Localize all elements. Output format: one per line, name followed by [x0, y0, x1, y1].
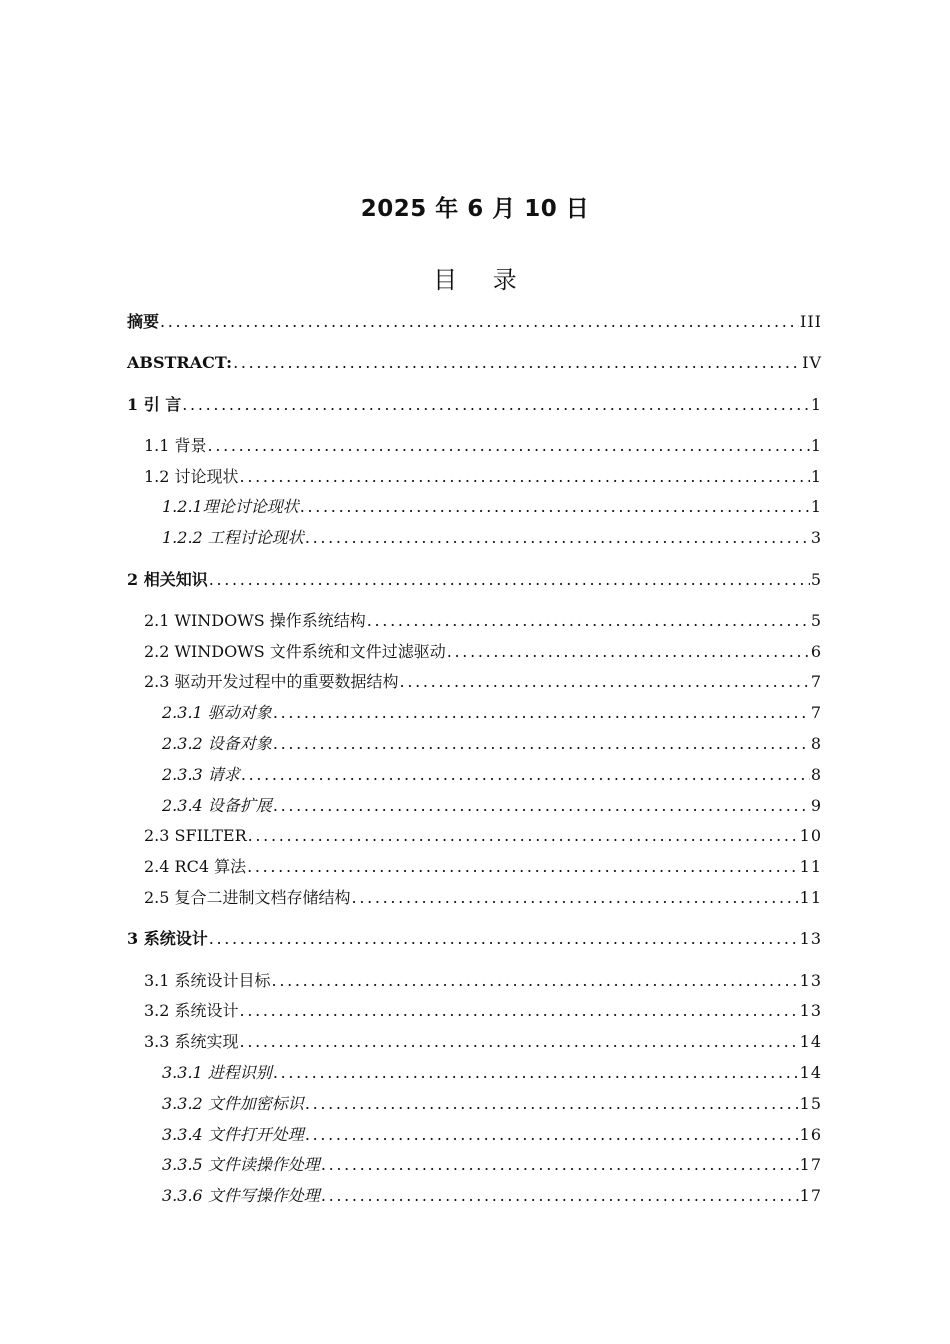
toc-entry[interactable] [127, 821, 822, 852]
toc-entry-page: 5 [810, 610, 822, 630]
toc-leader-dots [248, 821, 799, 852]
toc-entry-page: 15 [799, 1093, 822, 1113]
toc-entry[interactable] [127, 760, 822, 791]
toc-entry-page: 14 [799, 1032, 822, 1052]
toc-leader-dots [182, 390, 810, 421]
toc-entry-page: 14 [799, 1063, 822, 1083]
toc-entry-page: 8 [810, 734, 822, 754]
toc-leader-dots [321, 1181, 799, 1212]
toc-entry[interactable] [127, 852, 822, 883]
toc-entry[interactable] [127, 462, 822, 493]
toc-entry-page: 17 [799, 1155, 822, 1175]
toc-entry-page: 7 [810, 672, 822, 692]
toc-entry-label: 2.3.4 设备扩展 [162, 795, 272, 815]
toc-entry-page: 1 [810, 466, 822, 486]
toc-entry-label: 3 系统设计 [127, 929, 208, 949]
toc-entry-page: 6 [810, 641, 822, 661]
toc-entry-page: 1 [810, 497, 822, 517]
toc-entry-page: 13 [799, 1001, 822, 1021]
toc-entry-label: 2.1 WINDOWS 操作系统结构 [144, 610, 366, 630]
toc-entry[interactable] [127, 1120, 822, 1151]
toc-leader-dots [240, 1027, 799, 1058]
toc-entry-label: 2.3.2 设备对象 [162, 734, 272, 754]
toc-entry[interactable] [127, 966, 822, 997]
toc-entry[interactable] [127, 1058, 822, 1089]
toc-entry[interactable] [127, 307, 822, 338]
toc-entry[interactable] [127, 883, 822, 914]
toc-leader-dots [447, 637, 810, 668]
toc-entry-label: 1 引 言 [127, 394, 182, 414]
toc-entry-page: III [800, 312, 822, 331]
toc-leader-dots [240, 462, 810, 493]
toc-entry-label: 1.2 讨论现状 [144, 466, 239, 486]
toc-leader-dots [209, 565, 810, 596]
toc-entry-label: 2.2 WINDOWS 文件系统和文件过滤驱动 [144, 641, 446, 661]
toc-entry-label: 2.3.3 请求 [162, 764, 240, 784]
toc-entry-label: 1.2.2 工程讨论现状 [162, 528, 304, 548]
toc-entry-page: 16 [799, 1124, 822, 1144]
toc-entry[interactable] [127, 996, 822, 1027]
toc-leader-dots [305, 1089, 799, 1120]
toc-entry[interactable] [127, 565, 822, 596]
toc-entry-page: 13 [799, 970, 822, 990]
toc-entry[interactable] [127, 606, 822, 637]
toc-leader-dots [160, 307, 799, 338]
toc-entry-page: 5 [810, 569, 822, 589]
toc-entry-page: 1 [810, 435, 822, 455]
toc-entry-label: 1.2.1理论讨论现状 [162, 497, 299, 517]
toc-entry-page: 10 [799, 826, 822, 846]
toc-entry[interactable] [127, 729, 822, 760]
toc-entry-label: 3.1 系统设计目标 [144, 970, 271, 990]
toc-entry[interactable] [127, 431, 822, 462]
toc-entry[interactable] [127, 390, 822, 421]
toc-entry-page: 13 [799, 929, 822, 949]
toc-entry-label: 3.3.1 进程识别 [162, 1063, 272, 1083]
toc-entry[interactable] [127, 637, 822, 668]
toc-entry-label: 2.5 复合二进制文档存储结构 [144, 888, 351, 908]
toc-entry-page: 11 [799, 888, 822, 908]
toc-leader-dots [272, 966, 799, 997]
toc-entry-label: ABSTRACT: [127, 353, 233, 373]
toc-entry-page: 17 [799, 1186, 822, 1206]
toc-leader-dots [273, 729, 810, 760]
toc-entry-label: 3.3.5 文件读操作处理 [162, 1155, 320, 1175]
table-of-contents [127, 307, 822, 1212]
toc-leader-dots [300, 492, 810, 523]
toc-leader-dots [321, 1150, 799, 1181]
toc-entry[interactable] [127, 698, 822, 729]
toc-leader-dots [305, 1120, 799, 1151]
toc-entry-label: 2.4 RC4 算法 [144, 857, 247, 877]
toc-leader-dots [273, 698, 810, 729]
toc-entry-label: 2.3 驱动开发过程中的重要数据结构 [144, 672, 399, 692]
toc-entry-page: 11 [799, 857, 822, 877]
date-heading: 2025 年 6 月 10 日 [360, 196, 590, 222]
toc-entry[interactable] [127, 1181, 822, 1212]
toc-entry-label: 1.1 背景 [144, 435, 207, 455]
toc-leader-dots [305, 523, 810, 554]
toc-entry-label: 2.3 SFILTER [144, 826, 247, 846]
toc-leader-dots [273, 1058, 799, 1089]
toc-leader-dots [241, 760, 810, 791]
toc-entry-page: 9 [810, 795, 822, 815]
toc-leader-dots [233, 348, 801, 379]
toc-leader-dots [247, 852, 799, 883]
toc-title: 目 录 [433, 266, 531, 294]
toc-entry-label: 3.3 系统实现 [144, 1032, 239, 1052]
toc-entry-label: 3.3.4 文件打开处理 [162, 1124, 304, 1144]
toc-entry-label: 3.3.2 文件加密标识 [162, 1093, 304, 1113]
toc-entry[interactable] [127, 791, 822, 822]
toc-entry-label: 3.2 系统设计 [144, 1001, 239, 1021]
toc-leader-dots [352, 883, 799, 914]
toc-entry[interactable] [127, 348, 822, 379]
toc-entry-label: 2.3.1 驱动对象 [162, 703, 272, 723]
toc-leader-dots [367, 606, 810, 637]
toc-entry-page: 3 [810, 528, 822, 548]
toc-entry-label: 2 相关知识 [127, 569, 208, 589]
toc-leader-dots [240, 996, 799, 1027]
toc-leader-dots [400, 667, 810, 698]
toc-entry[interactable] [127, 523, 822, 554]
toc-entry-label: 摘要 [127, 312, 160, 331]
toc-leader-dots [209, 924, 799, 955]
toc-entry[interactable] [127, 492, 822, 523]
toc-leader-dots [273, 791, 810, 822]
toc-entry-page: 7 [810, 703, 822, 723]
toc-entry[interactable] [127, 1089, 822, 1120]
toc-entry-page: IV [802, 353, 822, 373]
toc-entry[interactable] [127, 924, 822, 955]
toc-entry[interactable] [127, 1027, 822, 1058]
toc-leader-dots [208, 431, 810, 462]
toc-entry[interactable] [127, 667, 822, 698]
toc-entry-label: 3.3.6 文件写操作处理 [162, 1186, 320, 1206]
toc-entry-page: 8 [810, 764, 822, 784]
toc-entry-page: 1 [810, 394, 822, 414]
toc-entry[interactable] [127, 1150, 822, 1181]
